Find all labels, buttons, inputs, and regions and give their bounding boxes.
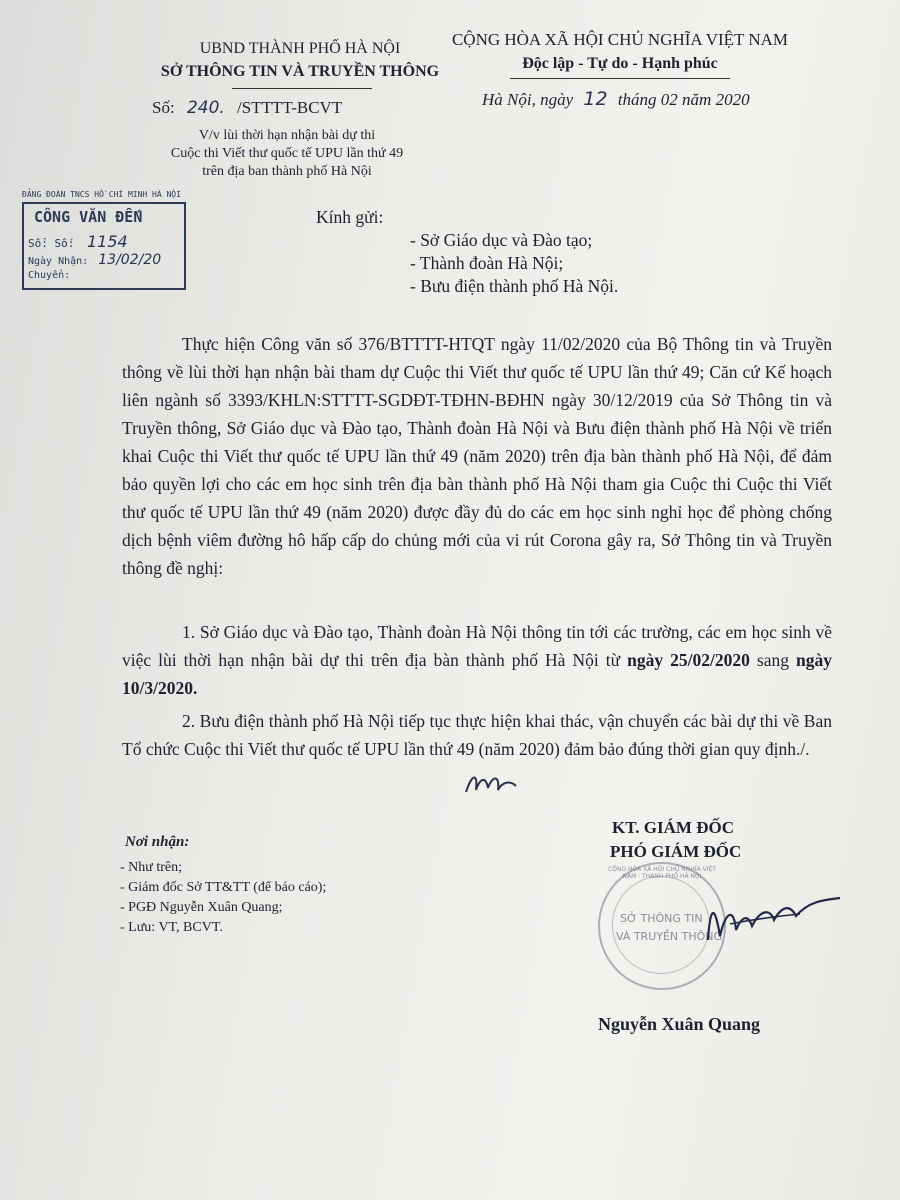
noi-nhan-item: - PGĐ Nguyễn Xuân Quang; [120,900,283,915]
stamp-so-label: Sổ: Số: [28,237,75,250]
stamp-ngay-label: Ngày Nhận: [28,256,89,267]
stamp-so-value: 1154 [86,232,128,251]
subject-line-1: V/v lùi thời hạn nhận bài dự thi [198,128,376,143]
item1-sang: sang [756,650,789,670]
body-item-2 [122,707,832,763]
body-item-1 [122,618,832,702]
motto-underline [510,78,730,79]
item1-date-to: ngày 10/3/2020. [122,650,832,698]
item2-text: 2. Bưu điện thành phố Hà Nội tiếp tục thực hiện khai thác, vận chuyển các bài dự thi về Ban Tổ chức Cuộc thi Viết thư quốc tế UPU lần thứ 49 (năm 2020) đảm bảo đúng thời gian quy định./. [122,711,832,759]
item1-from: từ [605,650,621,670]
signer-name: Nguyễn Xuân Quang [598,1014,761,1034]
noi-nhan-item: - Lưu: VT, BCVT. [120,920,223,935]
doc-number [152,98,342,118]
seal-ring-text: CỘNG HÒA XÃ HỘI CHỦ NGHĨA VIỆT NAM · THÀNH PHỐ HÀ NỘI [608,866,716,880]
doc-date-month-year: tháng 02 năm 2020 [617,90,750,109]
noi-nhan-label: Nơi nhận: [125,834,190,850]
national-motto: Độc lập - Tự do - Hạnh phúc [522,55,718,72]
doc-date [482,88,750,110]
noi-nhan-item: - Giám đốc Sở TT&TT (để báo cáo); [120,880,327,895]
doc-number-suffix: /STTTT-BCVT [237,98,343,117]
doc-number-handwritten: 240. [186,98,225,118]
recipient-item: - Thành đoàn Hà Nội; [410,253,564,273]
recipient-item: - Sở Giáo dục và Đào tạo; [410,230,593,250]
sign-title-2: PHÓ GIÁM ĐỐC [610,842,742,861]
stamp-ngay-value: 13/02/20 [98,252,162,268]
incoming-stamp [22,190,187,290]
subject-line-2: Cuộc thi Viết thư quốc tế UPU lần thứ 49 [170,146,404,161]
item1-date-from: ngày 25/02/2020 [627,650,750,670]
body-intro-text: Thực hiện Công văn số 376/BTTTT-HTQT ngày 11/02/2020 của Bộ Thông tin và Truyền thông về lùi thời hạn nhận bài tham dự Cuộc thi Viết thư quốc tế UPU lần thứ 49; Căn cứ Kế hoạch liên ngành số 3393/KHLN:STTTT-SGDĐT-TĐHN-BĐHN ngày 30/12/2019 của Sở Thông tin và Truyền thông, Sở Giáo dục và Đào tạo, Thành đoàn Hà Nội và Bưu điện thành phố Hà Nội về triển khai Cuộc thi Viết thư quốc tế UPU lần thứ 49 (năm 2020) trên địa bàn thành phố Hà Nội, để đảm bảo quyền lợi cho các em học sinh trên địa bàn thành phố Hà Nội tham gia Cuộc thi Cuộc thi Viết thư quốc tế UPU lần thứ 49 (năm 2020) được đầy đủ do các em học sinh nghỉ học để phòng chống dịch bệnh viêm đường hô hấp cấp do chủng mới của vi rút Corona gây ra, Sở Thông tin và Truyền thông đề nghị: [122,334,832,578]
doc-date-day: 12 [583,88,608,110]
stamp-chuyen: Chuyển: [28,270,71,281]
initials-scribble [462,768,522,798]
stamp-so-row [28,232,128,251]
sign-title-1: KT. GIÁM ĐỐC [612,818,734,837]
subject-line-3: trên địa ban thành phố Hà Nội [202,164,372,179]
body-intro [122,330,832,582]
item1-text: 1. Sở Giáo dục và Đào tạo, Thành đoàn Hà Nội thông tin tới các trường, các em học sinh về việc lùi thời hạn nhận bài dự thi trên địa bàn thành phố Hà Nội [122,622,832,670]
recipient-item: - Bưu điện thành phố Hà Nội. [410,276,619,296]
agency-underline [232,88,372,89]
noi-nhan-item: - Như trên; [120,860,183,875]
national-title: CỘNG HÒA XÃ HỘI CHỦ NGHĨA VIỆT NAM [451,30,789,49]
stamp-title: CÔNG VĂN ĐẾN [34,208,143,226]
greeting: Kính gửi: [316,207,384,227]
doc-date-prefix: Hà Nội, ngày [482,90,574,109]
seal-center-2: VÀ TRUYỀN THÔNG [616,930,723,943]
doc-number-label: Số: [152,98,175,117]
stamp-ngay-row [28,252,161,268]
agency-parent: UBND THÀNH PHỐ HÀ NỘI [199,40,401,57]
agency-name: SỞ THÔNG TIN VÀ TRUYỀN THÔNG [160,63,440,80]
stamp-top-text: ĐẢNG ĐOÀN TNCS HỒ CHÍ MINH HÀ NỘI [22,190,181,199]
seal-center-1: SỞ THÔNG TIN [620,912,703,925]
signature [690,880,860,960]
